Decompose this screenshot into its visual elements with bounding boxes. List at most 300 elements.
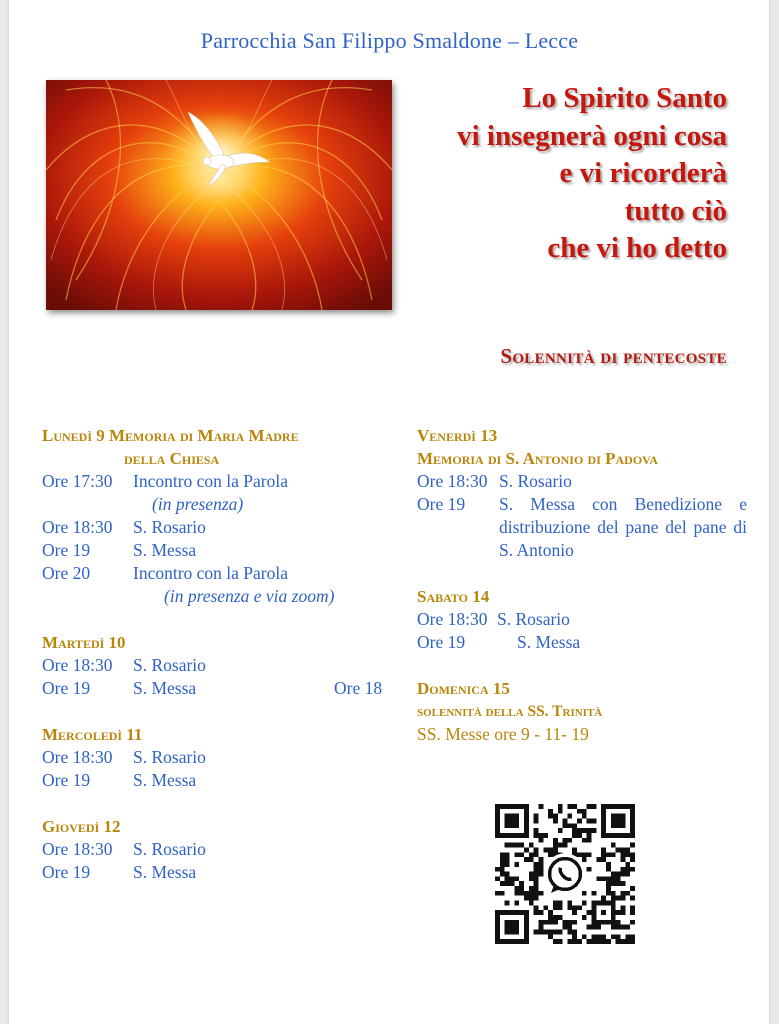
qr-module — [538, 925, 543, 930]
day-subheading-monday: della Chiesa — [124, 449, 220, 468]
qr-module — [582, 934, 587, 939]
qr-module — [577, 852, 582, 857]
qr-module — [529, 852, 534, 857]
qr-module — [572, 939, 577, 944]
qr-module — [534, 814, 539, 819]
event-name: S. Messa — [133, 678, 197, 698]
qr-module — [577, 818, 582, 823]
qr-module — [621, 891, 626, 896]
qr-module — [543, 847, 548, 852]
qr-module — [587, 852, 592, 857]
qr-module — [538, 910, 543, 915]
event-name: S. Rosario — [133, 517, 206, 537]
qr-module — [582, 915, 587, 920]
day-heading-sunday: Domenica 15 — [417, 679, 510, 698]
qr-module — [500, 891, 505, 896]
qr-module — [625, 939, 630, 944]
qr-module — [621, 896, 626, 901]
qr-module — [606, 862, 611, 867]
qr-module — [630, 910, 635, 915]
schedule-row — [42, 562, 402, 585]
qr-module — [538, 862, 543, 867]
qr-module — [616, 910, 621, 915]
qr-module — [534, 862, 539, 867]
qr-module — [553, 930, 558, 935]
qr-module — [563, 843, 568, 848]
schedule-row — [42, 746, 402, 769]
qr-module — [596, 857, 601, 862]
schedule-left-column — [42, 424, 402, 884]
qr-module — [505, 857, 510, 862]
day-heading-tuesday: Martedì 10 — [42, 633, 126, 652]
qr-module — [500, 852, 505, 857]
qr-module — [500, 872, 505, 877]
event-name: S. Rosario — [499, 471, 572, 491]
event-name: Incontro con la Parola — [133, 563, 289, 583]
qr-module — [548, 847, 553, 852]
qr-module — [534, 876, 539, 881]
qr-module — [534, 896, 539, 901]
qr-module — [534, 867, 539, 872]
day-heading-monday: Lunedì 9 Memoria di Maria Madre — [42, 426, 299, 445]
day-heading-thursday: Giovedì 12 — [42, 817, 121, 836]
whatsapp-qr-code — [495, 804, 635, 944]
quote-line: Lo Spirito Santo — [522, 82, 727, 114]
qr-module — [538, 891, 543, 896]
qr-module — [592, 891, 597, 896]
qr-module — [621, 847, 626, 852]
qr-module — [519, 881, 524, 886]
qr-module — [558, 905, 563, 910]
schedule-row — [42, 539, 402, 562]
event-name: S. Rosario — [497, 609, 570, 629]
qr-module — [601, 876, 606, 881]
qr-module — [538, 857, 543, 862]
section-title: Solennità di pentecoste — [500, 344, 727, 368]
qr-module — [505, 876, 510, 881]
qr-module — [519, 843, 524, 848]
qr-module — [529, 891, 534, 896]
qr-module — [553, 939, 558, 944]
qr-module — [592, 934, 597, 939]
schedule-right-column — [417, 424, 747, 746]
qr-module — [500, 862, 505, 867]
schedule-row — [417, 470, 747, 493]
qr-module — [592, 828, 597, 833]
qr-module — [625, 925, 630, 930]
qr-module — [611, 891, 616, 896]
qr-module — [514, 891, 519, 896]
event-time: Ore 20 — [42, 563, 91, 583]
qr-module — [567, 930, 572, 935]
qr-module — [587, 838, 592, 843]
qr-module — [514, 843, 519, 848]
qr-module — [529, 886, 534, 891]
day-heading-saturday: Sabato 14 — [417, 587, 490, 606]
scripture-quote — [367, 80, 727, 268]
qr-module — [596, 939, 601, 944]
qr-module — [625, 872, 630, 877]
event-time: Ore 19 — [417, 494, 466, 514]
qr-module — [606, 891, 611, 896]
qr-module — [514, 852, 519, 857]
qr-module — [601, 939, 606, 944]
qr-module — [567, 920, 572, 925]
qr-module — [601, 852, 606, 857]
qr-module — [572, 828, 577, 833]
event-name: S. Rosario — [133, 747, 206, 767]
schedule-row — [417, 493, 747, 562]
event-time: Ore 18:30 — [417, 609, 488, 629]
qr-module — [582, 814, 587, 819]
qr-module — [582, 809, 587, 814]
qr-module — [572, 833, 577, 838]
qr-module — [538, 804, 543, 809]
schedule-row — [42, 516, 402, 539]
event-name: S. Messa — [133, 770, 197, 790]
qr-module — [601, 934, 606, 939]
qr-module — [543, 905, 548, 910]
qr-module — [630, 905, 635, 910]
event-note: (in presenza) — [152, 494, 244, 514]
schedule-row — [42, 654, 402, 677]
qr-module — [582, 901, 587, 906]
qr-module — [567, 804, 572, 809]
event-time: Ore 19 — [42, 770, 91, 790]
qr-module — [592, 804, 597, 809]
qr-module — [558, 843, 563, 848]
schedule-row — [42, 470, 402, 493]
qr-module — [548, 852, 553, 857]
qr-module — [587, 925, 592, 930]
qr-module — [519, 886, 524, 891]
qr-module — [630, 843, 635, 848]
qr-module — [553, 838, 558, 843]
qr-module — [611, 876, 616, 881]
day-heading-friday: Venerdì 13 — [417, 426, 498, 445]
qr-module — [567, 905, 572, 910]
sunday-masses: SS. Messe ore 9 - 11- 19 — [417, 724, 589, 744]
qr-module — [524, 891, 529, 896]
qr-module — [596, 934, 601, 939]
qr-module — [538, 833, 543, 838]
qr-module — [534, 910, 539, 915]
event-name: S. Messa — [133, 862, 197, 882]
qr-module — [582, 891, 587, 896]
qr-module — [548, 814, 553, 819]
qr-module — [606, 852, 611, 857]
qr-module — [572, 847, 577, 852]
quote-line: vi insegnerà ogni cosa — [457, 119, 727, 152]
qr-module — [519, 852, 524, 857]
qr-module — [548, 930, 553, 935]
qr-module — [514, 876, 519, 881]
qr-module — [572, 920, 577, 925]
event-time: Ore 19 — [42, 678, 91, 698]
qr-module — [616, 876, 621, 881]
holy-spirit-dove-image — [46, 80, 392, 310]
qr-module — [553, 915, 558, 920]
day-subheading-friday: Memoria di S. Antonio di Padova — [417, 449, 658, 468]
qr-module — [606, 886, 611, 891]
qr-module — [563, 925, 568, 930]
qr-module — [611, 843, 616, 848]
qr-module — [538, 872, 543, 877]
qr-module — [524, 857, 529, 862]
qr-module — [534, 828, 539, 833]
dove-flames-icon — [46, 80, 392, 310]
event-time: Ore 19 — [42, 862, 91, 882]
qr-module — [563, 818, 568, 823]
event-note: (in presenza e via zoom) — [164, 586, 335, 606]
event-time: Ore 19 — [42, 540, 91, 560]
schedule-row — [42, 838, 402, 861]
qr-module — [529, 896, 534, 901]
qr-module — [621, 910, 626, 915]
qr-module — [505, 901, 510, 906]
qr-module — [567, 823, 572, 828]
qr-module — [534, 847, 539, 852]
schedule-row — [417, 608, 747, 631]
qr-module — [514, 886, 519, 891]
event-time: Ore 18:30 — [417, 471, 488, 491]
qr-module — [630, 886, 635, 891]
qr-module — [548, 934, 553, 939]
qr-module — [611, 896, 616, 901]
qr-module — [529, 872, 534, 877]
qr-module — [587, 939, 592, 944]
schedule-row — [42, 861, 402, 884]
qr-module — [495, 867, 500, 872]
qr-module — [577, 809, 582, 814]
quote-line: e vi ricorderà — [559, 157, 727, 190]
qr-module — [563, 823, 568, 828]
qr-module — [534, 872, 539, 877]
qr-module — [611, 872, 616, 877]
qr-module — [563, 920, 568, 925]
qr-module — [558, 828, 563, 833]
qr-module — [505, 843, 510, 848]
qr-module — [500, 857, 505, 862]
qr-module — [616, 934, 621, 939]
qr-module — [558, 901, 563, 906]
qr-module — [611, 881, 616, 886]
qr-module — [621, 872, 626, 877]
event-time: Ore 18:30 — [42, 747, 113, 767]
qr-module — [558, 915, 563, 920]
qr-module — [572, 930, 577, 935]
qr-module — [548, 920, 553, 925]
event-time: Ore 19 — [417, 632, 466, 652]
event-name: S. Messa — [133, 540, 197, 560]
qr-module — [538, 920, 543, 925]
qr-module — [577, 828, 582, 833]
qr-module — [534, 930, 539, 935]
qr-module — [543, 930, 548, 935]
qr-module — [587, 910, 592, 915]
qr-module — [587, 867, 592, 872]
qr-module — [514, 862, 519, 867]
qr-module — [509, 881, 514, 886]
qr-module — [534, 818, 539, 823]
qr-module — [534, 852, 539, 857]
event-time: Ore 17:30 — [42, 471, 113, 491]
qr-module — [616, 881, 621, 886]
qr-module — [621, 867, 626, 872]
qr-module — [534, 881, 539, 886]
qr-module — [505, 872, 510, 877]
qr-module — [621, 881, 626, 886]
qr-module — [500, 867, 505, 872]
qr-module — [587, 804, 592, 809]
qr-module — [558, 939, 563, 944]
schedule-row — [42, 677, 402, 700]
qr-module — [616, 896, 621, 901]
qr-module — [543, 833, 548, 838]
qr-module — [582, 828, 587, 833]
qr-module — [592, 818, 597, 823]
qr-module — [538, 838, 543, 843]
qr-module — [621, 939, 626, 944]
qr-module — [500, 881, 505, 886]
event-time: Ore 18:30 — [42, 839, 113, 859]
event-name: S. Messa — [517, 632, 581, 652]
qr-module — [630, 896, 635, 901]
qr-module — [577, 905, 582, 910]
qr-module — [563, 838, 568, 843]
qr-module — [582, 857, 587, 862]
stray-time-text: Ore 18 — [334, 678, 383, 698]
qr-module — [606, 881, 611, 886]
qr-module — [601, 847, 606, 852]
qr-module — [572, 910, 577, 915]
qr-module — [577, 833, 582, 838]
qr-module — [534, 886, 539, 891]
event-name: Incontro con la Parola — [133, 471, 289, 491]
event-name: S. Messa con Benedizione e distribuzione del pane del pane di S. Antonio — [499, 494, 747, 560]
qr-module — [534, 891, 539, 896]
qr-module — [553, 847, 558, 852]
qr-module — [538, 930, 543, 935]
qr-module — [567, 838, 572, 843]
qr-module — [519, 891, 524, 896]
qr-module — [625, 867, 630, 872]
qr-module — [601, 896, 606, 901]
qr-module — [582, 838, 587, 843]
qr-module — [577, 939, 582, 944]
qr-module — [587, 818, 592, 823]
qr-module — [567, 925, 572, 930]
parish-name: Parrocchia San Filippo Smaldone – Lecce — [200, 28, 579, 53]
qr-module — [606, 867, 611, 872]
qr-module — [596, 876, 601, 881]
qr-module — [601, 857, 606, 862]
event-time: Ore 18:30 — [42, 655, 113, 675]
qr-module — [606, 939, 611, 944]
event-name: S. Rosario — [133, 839, 206, 859]
qr-module — [572, 934, 577, 939]
qr-module — [625, 862, 630, 867]
qr-module — [572, 905, 577, 910]
qr-module — [553, 920, 558, 925]
qr-module — [529, 876, 534, 881]
quote-line: che vi ho detto — [547, 232, 727, 265]
qr-module — [630, 867, 635, 872]
qr-module — [616, 847, 621, 852]
qr-module — [625, 934, 630, 939]
qr-module — [558, 804, 563, 809]
qr-module — [495, 876, 500, 881]
qr-module — [534, 833, 539, 838]
qr-module — [611, 925, 616, 930]
qr-module — [495, 891, 500, 896]
qr-module — [553, 818, 558, 823]
qr-module — [630, 934, 635, 939]
qr-module — [621, 925, 626, 930]
qr-module — [592, 939, 597, 944]
qr-module — [505, 852, 510, 857]
qr-module — [596, 925, 601, 930]
qr-module — [548, 809, 553, 814]
day-heading-wednesday: Mercoledì 11 — [42, 725, 143, 744]
schedule-row — [417, 631, 747, 654]
qr-module — [621, 852, 626, 857]
qr-module — [567, 901, 572, 906]
qr-code-icon — [495, 804, 635, 944]
qr-module — [630, 939, 635, 944]
qr-module — [582, 852, 587, 857]
qr-module — [529, 857, 534, 862]
qr-module — [529, 901, 534, 906]
qr-module — [553, 814, 558, 819]
qr-module — [505, 881, 510, 886]
qr-module — [592, 925, 597, 930]
qr-module — [630, 920, 635, 925]
qr-module — [567, 814, 572, 819]
qr-module — [553, 843, 558, 848]
qr-module — [625, 852, 630, 857]
qr-module — [611, 934, 616, 939]
qr-module — [548, 915, 553, 920]
qr-module — [587, 833, 592, 838]
qr-module — [625, 891, 630, 896]
qr-module — [538, 867, 543, 872]
qr-module — [553, 901, 558, 906]
qr-module — [572, 804, 577, 809]
qr-module — [625, 847, 630, 852]
qr-module — [529, 843, 534, 848]
qr-module — [505, 862, 510, 867]
qr-module — [509, 876, 514, 881]
schedule-row — [42, 769, 402, 792]
qr-module — [630, 852, 635, 857]
qr-module — [630, 857, 635, 862]
qr-module — [606, 876, 611, 881]
qr-module — [509, 843, 514, 848]
qr-module — [558, 809, 563, 814]
qr-module — [524, 896, 529, 901]
qr-module — [553, 905, 558, 910]
event-time: Ore 18:30 — [42, 517, 113, 537]
qr-module — [621, 857, 626, 862]
qr-module — [616, 939, 621, 944]
day-subheading-sunday: solennità della SS. Trinità — [417, 703, 603, 720]
qr-module — [567, 939, 572, 944]
qr-module — [558, 930, 563, 935]
qr-module — [616, 925, 621, 930]
quote-line: tutto ciò — [624, 194, 727, 227]
qr-module — [524, 847, 529, 852]
